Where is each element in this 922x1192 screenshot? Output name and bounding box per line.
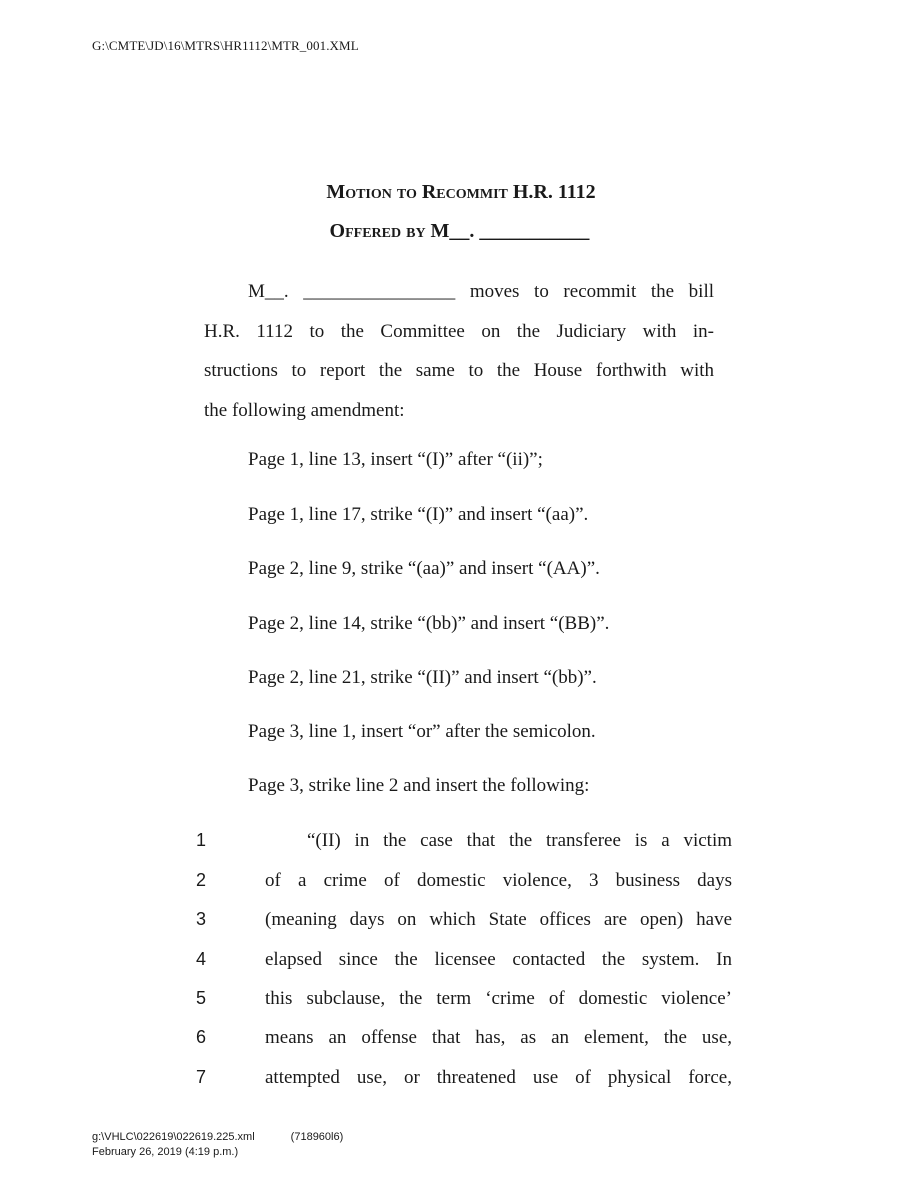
bill-text-line: (meaning days on which State offices are open) have [265,909,732,930]
amendment-instruction: Page 3, line 1, insert “or” after the semicolon. [248,721,596,742]
amendment-instruction: Page 2, line 21, strike “(II)” and insert “(bb)”. [248,667,597,688]
line-number: 6 [196,1027,207,1047]
footer-file-path: g:\VHLC\022619\022619.225.xml [92,1131,255,1143]
intro-line: structions to report the same to the House forthwith with [204,360,714,381]
intro-line: H.R. 1112 to the Committee on the Judiciary with in- [204,320,714,342]
line-number: 7 [196,1067,207,1087]
footer-date: February 26, 2019 (4:19 p.m.) [92,1146,239,1158]
amendment-instruction: Page 3, strike line 2 and insert the following: [248,775,590,796]
line-number: 5 [196,988,207,1008]
intro-paragraph [204,272,714,430]
intro-line: the following amendment: [204,399,405,421]
amendment-instruction: Page 1, line 17, strike “(I)” and insert “(aa)”. [248,504,589,525]
document-title: Motion to Recommit H.R. 1112 [326,181,596,203]
footer-doc-code: (718960l6) [290,1131,344,1143]
footer-file-line [92,1130,343,1145]
line-number: 3 [196,909,207,929]
line-number: 1 [196,830,207,850]
document-subtitle [0,220,922,243]
bill-text-line: “(II) in the case that the transferee is a victim [307,830,732,851]
document-file-path: G:\CMTE\JD\16\MTRS\HR1112\MTR_001.XML [92,38,359,53]
bill-text-line: elapsed since the licensee contacted the system. In [265,949,732,970]
amendment-instruction: Page 1, line 13, insert “(I)” after “(ii)”; [248,449,543,470]
amendment-instruction: Page 2, line 9, strike “(aa)” and insert “(AA)”. [248,558,600,579]
bill-text-line: of a crime of domestic violence, 3 business days [265,870,732,891]
intro-line: M__. ________________ moves to recommit the bill [248,281,714,302]
line-number: 2 [196,870,207,890]
offered-by-line: Offered by M__. ___________ [329,220,590,242]
bill-text-line: means an offense that has, as an element, the use, [265,1027,732,1048]
bill-text-line: attempted use, or threatened use of physical force, [265,1067,732,1088]
bill-text-line: this subclause, the term ‘crime of domestic violence’ [265,988,732,1009]
amendment-instruction: Page 2, line 14, strike “(bb)” and insert “(BB)”. [248,613,610,634]
document-footer [92,1130,343,1160]
line-number: 4 [196,949,207,969]
